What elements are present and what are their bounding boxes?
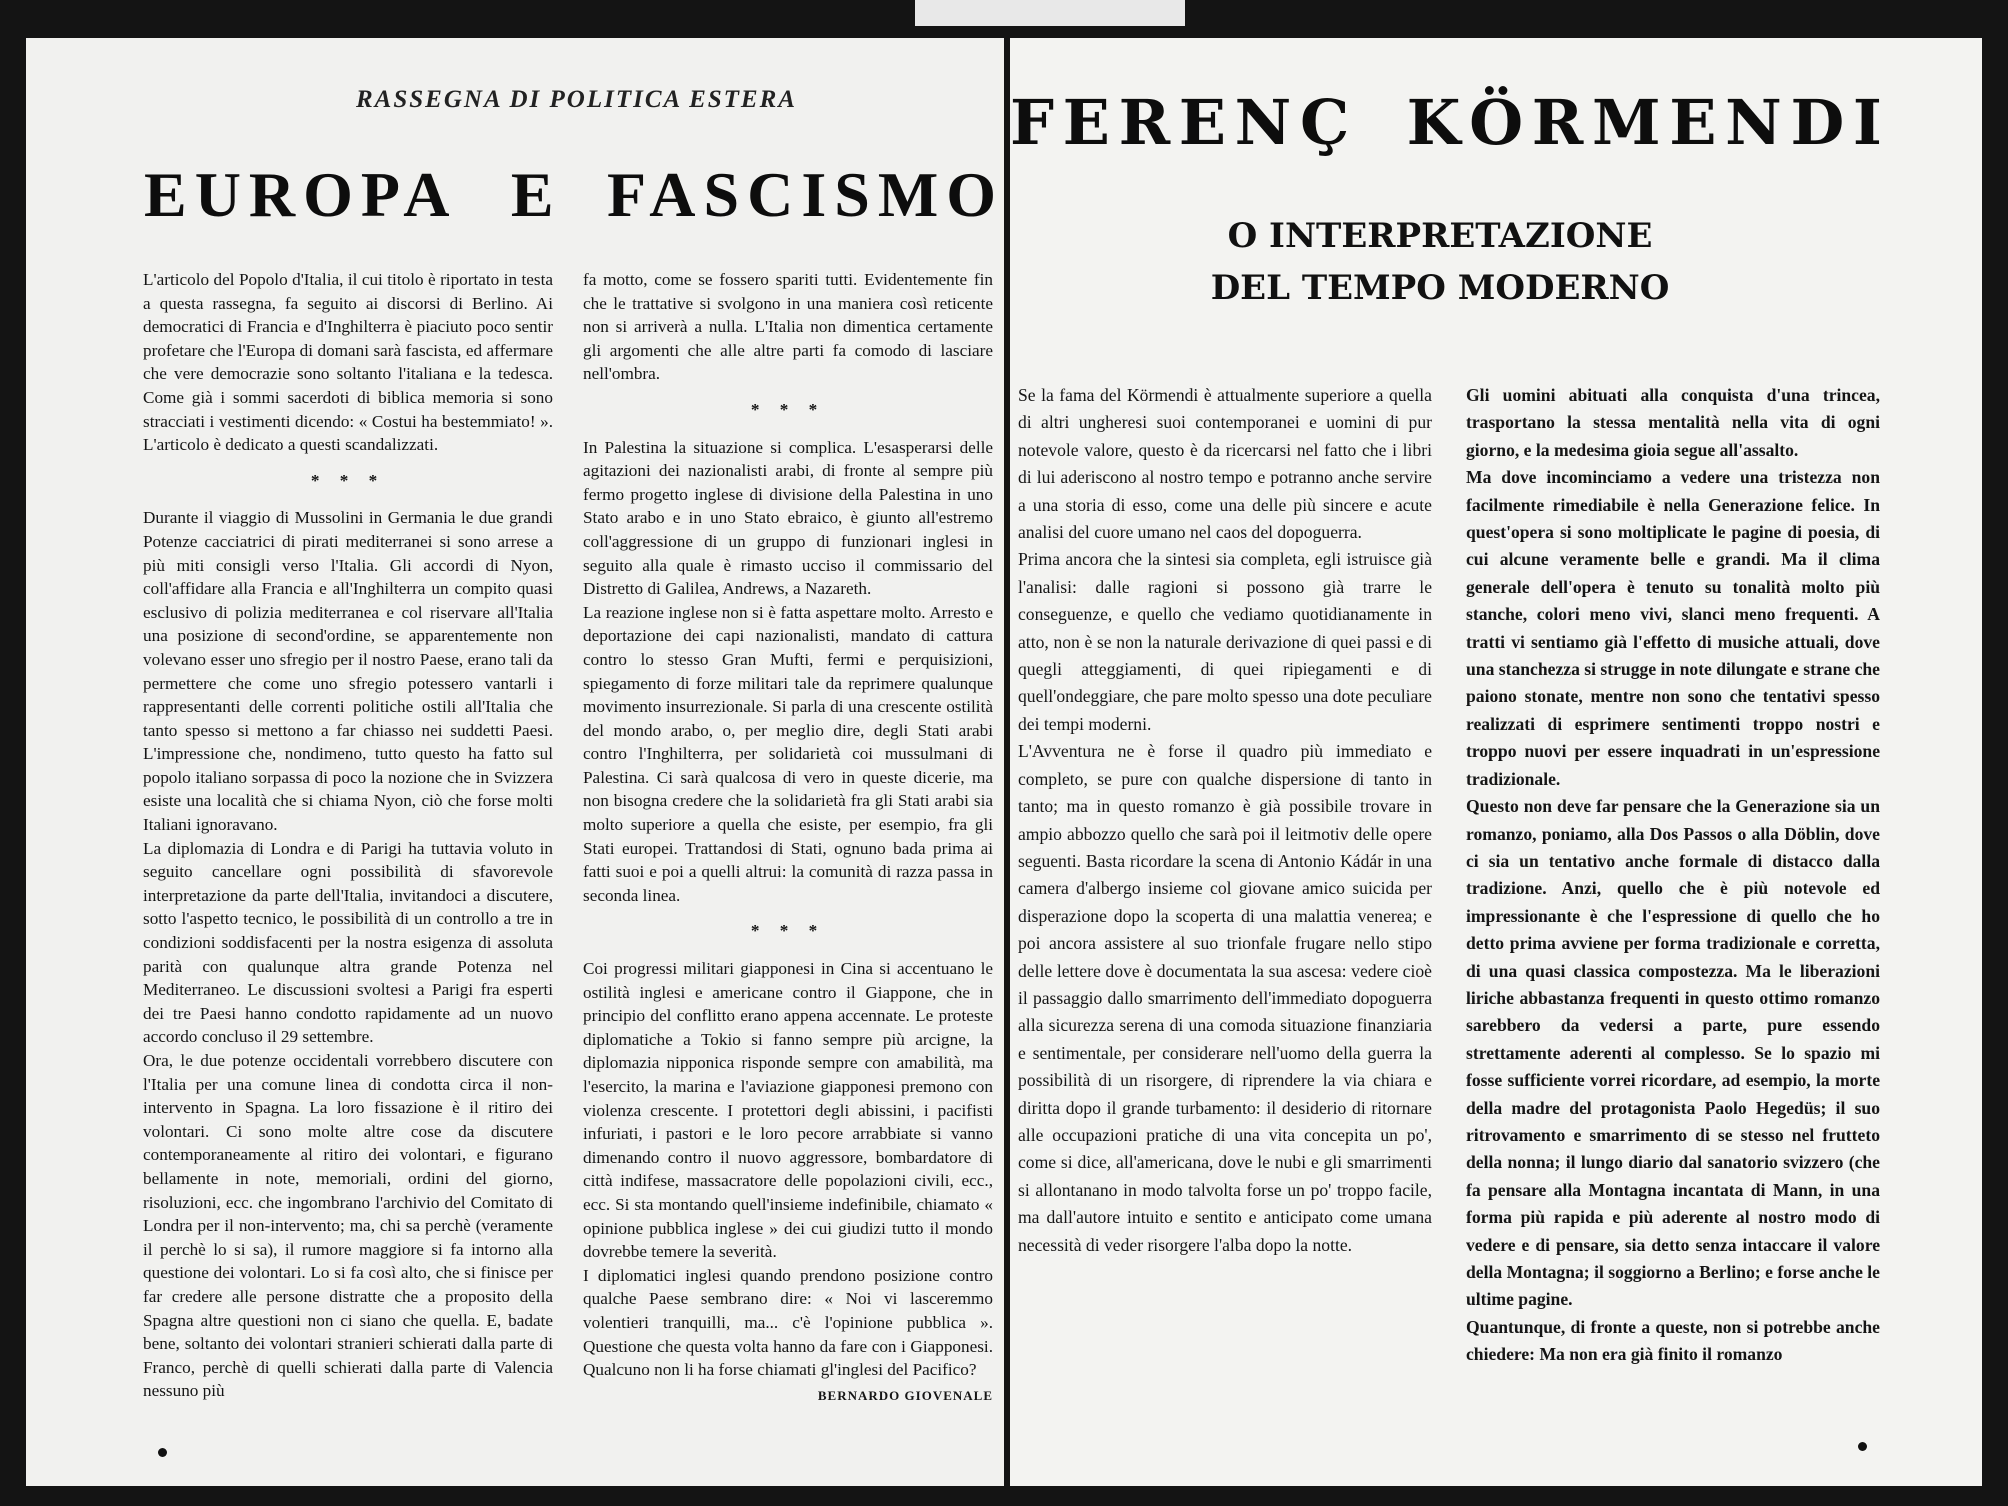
- paragraph: fa motto, come se fossero spariti tutti. Evidentemente fin che le trattative si svolgono in una maniera così reticente non si arriverà a nulla. L'Italia non dimentica certamente gli argomenti che alle altre parti fa comodo di lasciare nell'ombra.: [583, 270, 993, 384]
- paragraph: I diplomatici inglesi quando prendono posizione contro qualche Paese sembrano dire: « Noi vi lasceremmo volentieri tranquilli, ma... c'è l'opinione pubblica ». Questione che questa volta hanno da fare con i Giapponesi. Qualcuno non li ha forse chiamati gl'inglesi del Pacifico?: [583, 1265, 993, 1380]
- letter: E: [1178, 86, 1227, 159]
- scan-top-edge: [915, 0, 1185, 26]
- paragraph: Coi progressi militari giapponesi in Cina si accentuano le ostilità inglesi e americane contro il Giappone, che in principio del conflitto erano appena accennate. Le proteste diplomatiche a Tokio si fanno sempre più arcigne, la diplomazia nipponica risponde sempre con amabilità, ma l'esercito, la marina e l'aviazione giapponesi premono con violenza crescente. I protettori degli abissini, i pacifisti infuriati, i pastori e le loro pecore arrabbiate si vanno dimenando contro il nuovo aggressore, bombardatore di città indifese, massacratore delle popolazioni civili, ecc., ecc. Si sta montando quell'insieme indefinibile, chiamato « opinione pubblica inglese » dei cui giudizi tutto il mondo dovrebbe temere la severità.: [583, 959, 993, 1262]
- page-marker: [158, 1448, 167, 1457]
- left-page: [26, 38, 1004, 1486]
- title-word: FASCISMO: [606, 159, 1004, 230]
- paragraph: L'articolo del Popolo d'Italia, il cui titolo è riportato in testa a questa rassegna, fa seguito ai discorsi di Berlino. Ai democratici di Francia e d'Inghilterra è piaciuto poco sentir profetare che l'Europa di domani sarà fascista, ed affermare che vere democrazie sono soltanto l'italiana e la tedesca. Come già i sommi sacerdoti di biblica memoria si sono stracciati i vestimenti dicendo: « Costui ha bestemmiato! ». L'articolo è dedicato a questi scandalizzati.: [143, 270, 553, 455]
- paragraph: L'Avventura ne è forse il quadro più immediato e completo, se pure con qualche dispersione di tanto in tanto; ma in questo romanzo è già possibile trovare in ampio abbozzo quello che sarà poi il leitmotiv delle opere seguenti. Basta ricordare la scena di Antonio Kádár in una camera d'albergo insieme col giovane amico suicida per disperazione dopo la scoperta di una malattia venerea; e poi ancora assistere al suo trionfale frugare nello stipo delle lettere dove è documentata la sua ascesa: vedere cioè il passaggio dallo smarrimento dell'immediato dopoguerra alla sicurezza serena di una comoda situazione finanziaria e sentimentale, per considerare nell'uomo della guerra la possibilità di un risorgere, di riprendere la via chiara e diritta dopo il grande turbamento: il desiderio di ritornare alle occupazioni pratiche di una vita concepita un po', come si dice, all'americana, dove le nubi e gli smarrimenti si allontanano in modo talvolta forse un po' troppo facile, ma dall'autore intuito e sentito e anticipato come umana necessità di veder risorgere l'alba dopo la notte.: [1018, 741, 1432, 1255]
- paragraph: Prima ancora che la sintesi sia completa, egli istruisce già l'analisi: dalle ragioni si possono già trarre le conseguenze, e quello che vediamo quotidianamente in atto, non è se non la naturale derivazione di quei passi e di quegli atteggiamenti, di quei ripiegamenti e di quell'ondeggiare, che pare molto spesso una dote peculiare dei tempi moderni.: [1018, 549, 1432, 734]
- letter: K: [1406, 86, 1461, 159]
- section-separator: * * *: [750, 921, 826, 941]
- letter: R: [1118, 86, 1171, 159]
- letter: Ç: [1299, 86, 1350, 159]
- article-subtitle: [1190, 210, 1690, 314]
- article-column-1: [1018, 382, 1432, 1442]
- subtitle-line: O INTERPRETAZIONE: [1227, 216, 1653, 256]
- paragraph: Durante il viaggio di Mussolini in Germania le due grandi Potenze cacciatrici di pirati mediterranei si sono arrese a più miti consigli verso l'Italia. Gli accordi di Nyon, coll'affidare alla Francia e all'Inghilterra un compito quasi esclusivo di polizia mediterranea e col riservare all'Italia una posizione di second'ordine, se apparentemente non volevano esser uno sfregio per il nostro Paese, erano tali da permettere che come uno sfregio potessero vantarli i rappresentanti delle correnti politiche ostili all'Italia che tanto spesso si mettono a far chiasso nei suddetti Paesi. L'impressione che, nondimeno, tutto questo ha fatto sul popolo italiano sorpassa di poco la nozione che in Svizzera esiste una località che si chiama Nyon, ciò che forse molti Italiani ignoravano.: [143, 508, 553, 835]
- paragraph: La reazione inglese non si è fatta aspettare molto. Arresto e deportazione dei capi nazionalisti, mandato di cattura contro lo stesso Gran Mufti, fermi e perquisizioni, spiegamento di forze militari tale da reprimere qualunque movimento insurrezionale. Si parla di una crescente ostilità del mondo arabo, o, per meglio dire, degli Stati arabi contro l'Inghilterra, per solidarietà coi mussulmani di Palestina. Ci sarà qualcosa di vero in queste dicerie, ma non bisogna credere che la solidarietà fra gli Stati arabi sia molto superiore a quella che esiste, per esempio, fra gli Stati europei. Trattandosi di Stati, ognuno bada prima ai fatti suoi e poi a quelli altrui: la comunità di razza passa in seconda linea.: [583, 602, 993, 905]
- paragraph: Ora, le due potenze occidentali vorrebbero discutere con l'Italia per una comune linea di condotta circa il non-intervento in Spagna. La loro fissazione è il ritiro dei volontari. Ci sono molte altre cose da discutere contemporaneamente al ritiro dei volontari, e figurano bellamente in note, memoriali, ordini del giorno, risoluzioni, ecc. che ingombrano l'archivio del Comitato di Londra per il non-intervento; ma, chi sa perchè (veramente il perchè lo si sa), il rumore maggiore si fa intorno alla questione dei volontari. Lo si fa così alto, che si finisce per far credere alle persone distratte che a proposito della Spagna altre questioni non ci siano che quella. E, badate bene, soltanto dei volontari stranieri schierati dalla parte di Franco, perchè di quelli schierati dalla parte di Valencia nessuno più: [143, 1051, 553, 1401]
- section-kicker: RASSEGNA DI POLITICA ESTERA: [356, 86, 797, 113]
- paragraph: Quantunque, di fronte a queste, non si potrebbe anche chiedere: Ma non era già finito il romanzo: [1466, 1316, 1880, 1365]
- article-column-2: [1466, 382, 1880, 1442]
- title-word: E: [510, 159, 554, 230]
- article-column-1: [143, 268, 553, 1428]
- letter: D: [1790, 86, 1845, 159]
- paragraph: Se la fama del Körmendi è attualmente superiore a quella di altri ungheresi suoi contemporanei e uomini di pur notevole valore, questo è da ricercarsi nel fatto che i libri di lui aderiscono al nostro tempo e potranno anche servire a una storia di esso, come una delle più sincere e acute analisi del cuore umano nel caos del dopoguerra.: [1018, 385, 1432, 543]
- letter: M: [1591, 86, 1661, 159]
- letter: N: [1725, 86, 1782, 159]
- paragraph: La diplomazia di Londra e di Parigi ha tuttavia voluto in seguito cancellare ogni possibilità di sfavorevole interpretazione da parte dell'Italia, invitandoci a discutere, sotto l'aspetto tecnico, le possibilità di un controllo a tre in condizioni soddisfacenti per la nostra esigenza di assoluta parità con qualunque altra grande Potenza nel Mediterraneo. Le discussioni svoltesi a Parigi fra esperti dei tre Paesi hanno condotto rapidamente ad un nuovo accordo concluso il 29 settembre.: [143, 838, 553, 1047]
- letter: E: [1062, 86, 1110, 159]
- letter: I: [1852, 86, 1882, 159]
- letter: E: [1669, 86, 1717, 159]
- paragraph: Questo non deve far pensare che la Generazione sia un romanzo, poniamo, alla Dos Passos o alla Döblin, dove ci sia un tentativo anche formale di distacco dalla tradizione. Anzi, quello che è più notevole ed impressionante è che l'espressione di quello che ho detto prima avviene per forma tradizionale e corretta, di una quasi classica compostezza. Ma le liberazioni liriche abbastanza frequenti in questo ottimo romanzo sarebbero da vedersi a parte, pure essendo strettamente aderenti al complesso. Se lo spazio mi fosse sufficiente vorrei ricordare, ad esempio, la morte della madre del protagonista Paolo Hegedüs; il suo ritrovamento e smarrimento di se stesso nel frutteto della nonna; il lungo diario dal sanatorio svizzero (che fa pensare alla Montagna incantata di Mann, in una forma più rapida e più aderente al nostro modo di vedere e di pensare, sia detto senza intaccare il valore della Montagna; il soggiorno a Berlino; e forse anche le ultime pagine.: [1466, 796, 1880, 1310]
- author-signature: BERNARDO GIOVENALE: [817, 1387, 993, 1403]
- page-marker: [1858, 1442, 1867, 1451]
- section-separator: * * *: [750, 399, 826, 419]
- letter: N: [1234, 86, 1292, 159]
- author-name: [1010, 86, 1882, 159]
- paragraph: In Palestina la situazione si complica. L'esasperarsi delle agitazioni dei nazionalisti arabi, di fronte al sempre più fermo progetto inglese di divisione della Palestina in uno Stato arabo e in uno Stato ebraico, è giunto all'estremo coll'aggressione di un gruppo di funzionari inglesi in seguito alla quale è rimasto ucciso il commissario del Distretto di Galilea, Andrews, a Nazareth.: [583, 437, 993, 599]
- article-column-2: [583, 268, 993, 1428]
- letter: [1358, 86, 1398, 159]
- title-word: EUROPA: [144, 159, 458, 230]
- letter: F: [1010, 86, 1055, 159]
- section-separator: * * *: [310, 470, 386, 490]
- letter: Ö: [1469, 86, 1524, 159]
- paragraph: Ma dove incominciamo a vedere una tristezza non facilmente rimediabile è nella Generazione felice. In quest'opera si sono moltiplicate le pagine di poesia, di cui alcune veramente belle e grandi. Ma il clima generale dell'opera è tenuto su tonalità molto più stanche, colori meno vivi, slanci meno frequenti. A tratti vi sentiamo già l'effetto di musiche attuali, dove una stanchezza si strugge in note dilungate e strane che paiono stonate, mentre non sono che tentativi spesso realizzati di esprimere sentimenti troppo nostri e troppo nuovi per essere inquadrati in un'espressione tradizionale.: [1466, 467, 1880, 789]
- right-page: [1010, 38, 1982, 1486]
- letter: R: [1531, 86, 1584, 159]
- article-title: [144, 158, 1004, 232]
- paragraph: Gli uomini abituati alla conquista d'una trincea, trasportano la stessa mentalità nella vita di ogni giorno, e la medesima gioia segue all'assalto.: [1466, 385, 1880, 460]
- subtitle-line: DEL TEMPO MODERNO: [1210, 268, 1670, 308]
